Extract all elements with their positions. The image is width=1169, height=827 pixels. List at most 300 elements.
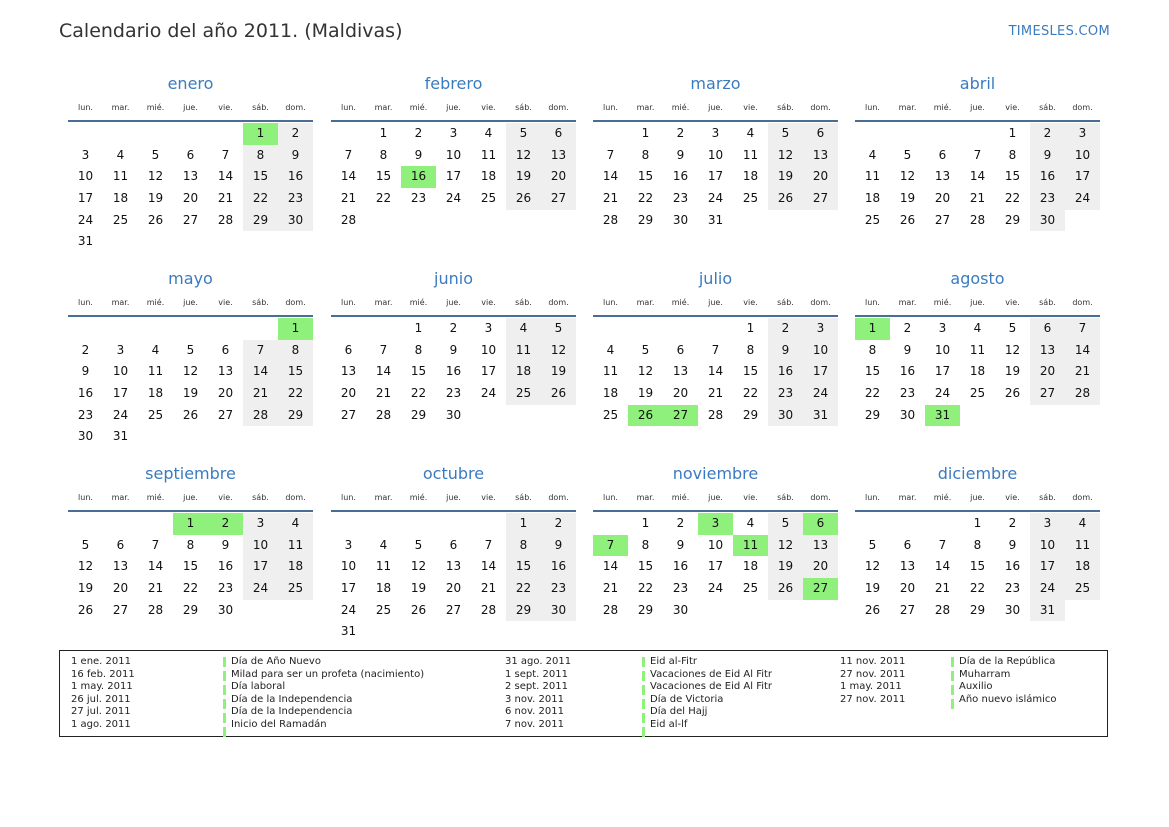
legend-date: 16 feb. 2011 xyxy=(71,668,135,680)
day-cell: 4 xyxy=(484,126,493,140)
empty-cell xyxy=(103,318,138,340)
day-cell: 31 xyxy=(707,212,724,227)
legend-dates-column xyxy=(505,656,571,732)
day-cell: 20 xyxy=(934,191,951,206)
day-cell: 15 xyxy=(410,364,427,379)
weekday-label: mié. xyxy=(933,298,952,307)
day-cell: 30 xyxy=(278,210,313,232)
day-cell: 24 xyxy=(77,212,94,227)
empty-cell xyxy=(471,513,506,535)
weekday-label: jue. xyxy=(446,298,461,307)
day-cell: 2 xyxy=(81,342,90,357)
day-cell: 19 xyxy=(768,556,803,578)
day-cell: 21 xyxy=(934,581,951,596)
day-cell: 3 xyxy=(803,318,838,340)
legend-holiday-name: Eid al-Fitr xyxy=(650,656,697,667)
day-cell: 27 xyxy=(182,212,199,227)
day-cell: 25 xyxy=(278,578,313,600)
weekday-label: sáb. xyxy=(252,298,269,307)
day-cell: 24 xyxy=(1030,578,1065,600)
day-cell: 2 xyxy=(1008,516,1017,530)
day-cell: 11 xyxy=(278,535,313,557)
day-cell: 22 xyxy=(278,383,313,405)
day-cell: 23 xyxy=(410,191,427,206)
month-name: junio xyxy=(434,269,473,288)
day-cell: 25 xyxy=(375,602,392,617)
day-cell: 21 xyxy=(707,386,724,401)
day-cell: 12 xyxy=(864,559,881,574)
day-cell: 24 xyxy=(803,383,838,405)
day-cell: 17 xyxy=(934,364,951,379)
weekday-label: vie. xyxy=(481,493,496,502)
legend-holiday-name: Auxilio xyxy=(959,681,993,693)
weekday-label: lun. xyxy=(865,298,880,307)
legend-date: 1 ago. 2011 xyxy=(71,718,131,730)
month-name: diciembre xyxy=(937,464,1018,483)
day-cell: 4 xyxy=(746,516,755,530)
day-cell: 26 xyxy=(899,212,916,227)
day-cell: 3 xyxy=(938,321,947,335)
day-cell: 6 xyxy=(903,537,912,552)
empty-cell xyxy=(960,123,995,145)
day-cell: 7 xyxy=(938,537,947,552)
month-divider xyxy=(855,315,1100,317)
weekday-label: jue. xyxy=(970,103,985,112)
weekday-label: dom. xyxy=(1072,298,1093,307)
day-cell: 14 xyxy=(340,169,357,184)
day-cell: 22 xyxy=(864,386,881,401)
day-cell: 28 xyxy=(1065,383,1100,405)
days-grid xyxy=(68,123,313,253)
weekday-header xyxy=(68,293,313,313)
empty-cell xyxy=(243,318,278,340)
day-cell: 6 xyxy=(344,342,353,357)
legend-color-bars xyxy=(223,656,226,739)
day-cell: 30 xyxy=(899,407,916,422)
day-cell: 25 xyxy=(864,212,881,227)
legend-holiday-name: Año nuevo islámico xyxy=(959,693,1057,705)
day-cell: 7 xyxy=(973,147,982,162)
month-agosto xyxy=(855,271,1100,426)
day-cell: 18 xyxy=(742,169,759,184)
day-cell: 25 xyxy=(506,383,541,405)
day-cell: 4 xyxy=(973,321,982,335)
weekday-header xyxy=(855,488,1100,508)
day-cell: 13 xyxy=(217,364,234,379)
day-cell: 18 xyxy=(480,169,497,184)
day-cell: 12 xyxy=(541,340,576,362)
legend-names-column xyxy=(650,656,772,732)
empty-cell xyxy=(855,123,890,145)
holiday-day-cell: 1 xyxy=(243,123,278,145)
day-cell: 16 xyxy=(899,364,916,379)
day-cell: 21 xyxy=(969,191,986,206)
day-cell: 10 xyxy=(480,342,497,357)
legend-date: 26 jul. 2011 xyxy=(71,693,131,705)
day-cell: 24 xyxy=(707,581,724,596)
weekday-label: sáb. xyxy=(1039,103,1056,112)
day-cell: 17 xyxy=(1065,166,1100,188)
day-cell: 11 xyxy=(864,169,881,184)
day-cell: 15 xyxy=(243,166,278,188)
weekday-label: jue. xyxy=(446,103,461,112)
weekday-label: mar. xyxy=(898,103,917,112)
month-divider xyxy=(68,315,313,317)
legend-holiday-swatch xyxy=(951,671,954,684)
month-septiembre xyxy=(68,466,313,621)
day-cell: 3 xyxy=(711,126,720,140)
day-cell: 1 xyxy=(414,321,423,335)
legend-date: 27 nov. 2011 xyxy=(840,693,906,705)
day-cell: 5 xyxy=(768,513,803,535)
day-cell: 5 xyxy=(641,342,650,357)
empty-cell xyxy=(331,318,366,340)
holiday-day-cell: 26 xyxy=(628,405,663,427)
day-cell: 28 xyxy=(243,405,278,427)
day-cell: 30 xyxy=(768,405,803,427)
day-cell: 3 xyxy=(344,537,353,552)
empty-cell xyxy=(138,318,173,340)
day-cell: 14 xyxy=(969,169,986,184)
day-cell: 15 xyxy=(1004,169,1021,184)
weekday-header xyxy=(331,98,576,118)
holiday-day-cell: 11 xyxy=(733,535,768,557)
day-cell: 22 xyxy=(1004,191,1021,206)
day-cell: 24 xyxy=(934,386,951,401)
day-cell: 30 xyxy=(1030,210,1065,232)
legend-holiday-swatch xyxy=(642,671,645,684)
day-cell: 19 xyxy=(541,361,576,383)
legend-date: 1 may. 2011 xyxy=(71,681,133,693)
weekday-header xyxy=(593,98,838,118)
legend-date: 7 nov. 2011 xyxy=(505,718,564,730)
day-cell: 25 xyxy=(147,407,164,422)
day-cell: 26 xyxy=(768,188,803,210)
day-cell: 29 xyxy=(278,405,313,427)
day-cell: 4 xyxy=(746,126,755,140)
day-cell: 24 xyxy=(1065,188,1100,210)
day-cell: 9 xyxy=(903,342,912,357)
day-cell: 29 xyxy=(410,407,427,422)
day-cell: 9 xyxy=(414,147,423,162)
day-cell: 2 xyxy=(541,513,576,535)
day-cell: 11 xyxy=(480,147,497,162)
empty-cell xyxy=(138,123,173,145)
day-cell: 19 xyxy=(1004,364,1021,379)
day-cell: 10 xyxy=(1030,535,1065,557)
weekday-label: lun. xyxy=(603,103,618,112)
day-cell: 20 xyxy=(217,386,234,401)
day-cell: 5 xyxy=(151,147,160,162)
day-cell: 21 xyxy=(243,383,278,405)
day-cell: 28 xyxy=(480,602,497,617)
day-cell: 19 xyxy=(410,581,427,596)
weekday-label: dom. xyxy=(285,103,306,112)
weekday-label: jue. xyxy=(708,298,723,307)
empty-cell xyxy=(593,318,628,340)
day-cell: 17 xyxy=(1030,556,1065,578)
day-cell: 20 xyxy=(182,191,199,206)
day-cell: 6 xyxy=(116,537,125,552)
day-cell: 26 xyxy=(147,212,164,227)
days-grid xyxy=(855,318,1100,426)
day-cell: 5 xyxy=(768,123,803,145)
day-cell: 9 xyxy=(676,537,685,552)
month-name: septiembre xyxy=(145,464,236,483)
day-cell: 16 xyxy=(1004,559,1021,574)
legend-holiday-swatch xyxy=(951,699,954,712)
weekday-label: vie. xyxy=(743,103,758,112)
weekday-header xyxy=(331,293,576,313)
day-cell: 15 xyxy=(182,559,199,574)
day-cell: 9 xyxy=(768,340,803,362)
day-cell: 16 xyxy=(445,364,462,379)
day-cell: 3 xyxy=(116,342,125,357)
day-cell: 28 xyxy=(217,212,234,227)
day-cell: 8 xyxy=(868,342,877,357)
day-cell: 4 xyxy=(116,147,125,162)
month-divider xyxy=(331,120,576,122)
day-cell: 29 xyxy=(969,602,986,617)
holiday-day-cell: 1 xyxy=(173,513,208,535)
day-cell: 13 xyxy=(445,559,462,574)
day-cell: 22 xyxy=(410,386,427,401)
day-cell: 23 xyxy=(77,407,94,422)
weekday-label: dom. xyxy=(548,103,569,112)
weekday-label: dom. xyxy=(810,493,831,502)
days-grid xyxy=(331,513,576,643)
day-cell: 3 xyxy=(243,513,278,535)
legend-holiday-swatch xyxy=(951,657,954,670)
day-cell: 26 xyxy=(1004,386,1021,401)
brand-logo-text[interactable]: TIMESLES.COM xyxy=(1008,24,1110,39)
day-cell: 9 xyxy=(676,147,685,162)
day-cell: 27 xyxy=(1030,383,1065,405)
day-cell: 6 xyxy=(676,342,685,357)
day-cell: 20 xyxy=(340,386,357,401)
day-cell: 24 xyxy=(243,578,278,600)
weekday-label: mar. xyxy=(636,493,655,502)
day-cell: 24 xyxy=(707,191,724,206)
legend-date: 11 nov. 2011 xyxy=(840,656,906,667)
weekday-label: lun. xyxy=(603,298,618,307)
day-cell: 27 xyxy=(541,188,576,210)
day-cell: 8 xyxy=(746,342,755,357)
empty-cell xyxy=(138,513,173,535)
holiday-day-cell: 2 xyxy=(208,513,243,535)
weekday-header xyxy=(855,293,1100,313)
weekday-label: mar. xyxy=(111,103,130,112)
day-cell: 11 xyxy=(147,364,164,379)
legend-holiday-swatch xyxy=(223,713,226,726)
legend-holiday-name: Día de la Independencia xyxy=(231,706,353,718)
legend-holiday-name: Día de Victoria xyxy=(650,693,724,705)
empty-cell xyxy=(68,123,103,145)
day-cell: 6 xyxy=(938,147,947,162)
day-cell: 28 xyxy=(147,602,164,617)
legend-color-bars xyxy=(642,656,645,739)
day-cell: 13 xyxy=(340,364,357,379)
day-cell: 22 xyxy=(637,581,654,596)
day-cell: 21 xyxy=(480,581,497,596)
day-cell: 13 xyxy=(934,169,951,184)
day-cell: 23 xyxy=(217,581,234,596)
day-cell: 4 xyxy=(151,342,160,357)
day-cell: 20 xyxy=(899,581,916,596)
month-diciembre xyxy=(855,466,1100,621)
legend-holiday-name: Día de la República xyxy=(959,656,1056,667)
day-cell: 18 xyxy=(602,386,619,401)
day-cell: 12 xyxy=(506,145,541,167)
day-cell: 17 xyxy=(112,386,129,401)
day-cell: 5 xyxy=(903,147,912,162)
day-cell: 4 xyxy=(606,342,615,357)
legend-names-column xyxy=(959,656,1057,706)
day-cell: 21 xyxy=(217,191,234,206)
day-cell: 10 xyxy=(707,147,724,162)
weekday-label: jue. xyxy=(970,298,985,307)
empty-cell xyxy=(173,123,208,145)
day-cell: 18 xyxy=(278,556,313,578)
day-cell: 12 xyxy=(768,145,803,167)
day-cell: 10 xyxy=(707,537,724,552)
weekday-label: lun. xyxy=(78,493,93,502)
legend-names-column xyxy=(231,656,424,732)
legend-date: 3 nov. 2011 xyxy=(505,693,564,705)
day-cell: 9 xyxy=(278,145,313,167)
day-cell: 31 xyxy=(112,429,129,444)
day-cell: 19 xyxy=(147,191,164,206)
day-cell: 10 xyxy=(1065,145,1100,167)
day-cell: 9 xyxy=(1030,145,1065,167)
day-cell: 21 xyxy=(375,386,392,401)
day-cell: 19 xyxy=(768,166,803,188)
day-cell: 14 xyxy=(602,169,619,184)
legend-holiday-swatch xyxy=(642,685,645,698)
day-cell: 28 xyxy=(340,212,357,227)
weekday-label: lun. xyxy=(78,298,93,307)
day-cell: 29 xyxy=(506,600,541,622)
month-name: julio xyxy=(698,269,733,288)
weekday-label: vie. xyxy=(218,298,233,307)
day-cell: 25 xyxy=(602,407,619,422)
day-cell: 30 xyxy=(445,407,462,422)
month-divider xyxy=(593,315,838,317)
day-cell: 13 xyxy=(803,535,838,557)
month-mayo xyxy=(68,271,313,448)
weekday-label: mié. xyxy=(146,493,165,502)
day-cell: 27 xyxy=(217,407,234,422)
empty-cell xyxy=(103,513,138,535)
day-cell: 10 xyxy=(445,147,462,162)
weekday-label: sáb. xyxy=(252,493,269,502)
day-cell: 19 xyxy=(899,191,916,206)
legend-date: 27 nov. 2011 xyxy=(840,668,906,680)
day-cell: 26 xyxy=(182,407,199,422)
day-cell: 3 xyxy=(1030,513,1065,535)
holiday-legend xyxy=(59,650,1108,737)
day-cell: 10 xyxy=(934,342,951,357)
holiday-day-cell: 31 xyxy=(925,405,960,427)
weekday-label: lun. xyxy=(341,493,356,502)
day-cell: 27 xyxy=(899,602,916,617)
legend-date: 6 nov. 2011 xyxy=(505,706,564,718)
day-cell: 17 xyxy=(340,581,357,596)
day-cell: 6 xyxy=(803,123,838,145)
day-cell: 3 xyxy=(1065,123,1100,145)
day-cell: 2 xyxy=(676,126,685,140)
days-grid xyxy=(855,123,1100,231)
empty-cell xyxy=(68,318,103,340)
day-cell: 15 xyxy=(375,169,392,184)
day-cell: 28 xyxy=(602,602,619,617)
weekday-header xyxy=(855,98,1100,118)
month-julio xyxy=(593,271,838,426)
day-cell: 27 xyxy=(445,602,462,617)
day-cell: 17 xyxy=(445,169,462,184)
day-cell: 5 xyxy=(81,537,90,552)
weekday-label: mié. xyxy=(409,103,428,112)
day-cell: 31 xyxy=(803,405,838,427)
day-cell: 18 xyxy=(375,581,392,596)
weekday-label: dom. xyxy=(285,298,306,307)
day-cell: 29 xyxy=(742,407,759,422)
days-grid xyxy=(593,123,838,231)
weekday-label: sáb. xyxy=(515,103,532,112)
weekday-header xyxy=(68,98,313,118)
day-cell: 9 xyxy=(541,535,576,557)
day-cell: 3 xyxy=(449,126,458,140)
day-cell: 7 xyxy=(221,147,230,162)
day-cell: 29 xyxy=(864,407,881,422)
day-cell: 15 xyxy=(742,364,759,379)
month-marzo xyxy=(593,76,838,231)
day-cell: 3 xyxy=(484,321,493,335)
day-cell: 21 xyxy=(340,191,357,206)
day-cell: 7 xyxy=(243,340,278,362)
day-cell: 23 xyxy=(445,386,462,401)
holiday-day-cell: 3 xyxy=(698,513,733,535)
day-cell: 24 xyxy=(445,191,462,206)
day-cell: 23 xyxy=(278,188,313,210)
day-cell: 30 xyxy=(77,429,94,444)
day-cell: 20 xyxy=(112,581,129,596)
day-cell: 15 xyxy=(506,556,541,578)
empty-cell xyxy=(925,513,960,535)
day-cell: 1 xyxy=(641,516,650,530)
day-cell: 20 xyxy=(803,556,838,578)
weekday-label: vie. xyxy=(481,298,496,307)
day-cell: 4 xyxy=(278,513,313,535)
legend-date: 2 sept. 2011 xyxy=(505,681,568,693)
day-cell: 25 xyxy=(742,581,759,596)
day-cell: 18 xyxy=(1065,556,1100,578)
day-cell: 19 xyxy=(506,166,541,188)
day-cell: 8 xyxy=(641,537,650,552)
day-cell: 16 xyxy=(278,166,313,188)
day-cell: 1 xyxy=(506,513,541,535)
day-cell: 1 xyxy=(973,516,982,530)
day-cell: 25 xyxy=(112,212,129,227)
day-cell: 20 xyxy=(541,166,576,188)
days-grid xyxy=(68,318,313,448)
legend-holiday-swatch xyxy=(223,671,226,684)
weekday-label: vie. xyxy=(218,103,233,112)
day-cell: 20 xyxy=(803,166,838,188)
weekday-label: mié. xyxy=(933,493,952,502)
month-name: mayo xyxy=(168,269,213,288)
day-cell: 6 xyxy=(1030,318,1065,340)
